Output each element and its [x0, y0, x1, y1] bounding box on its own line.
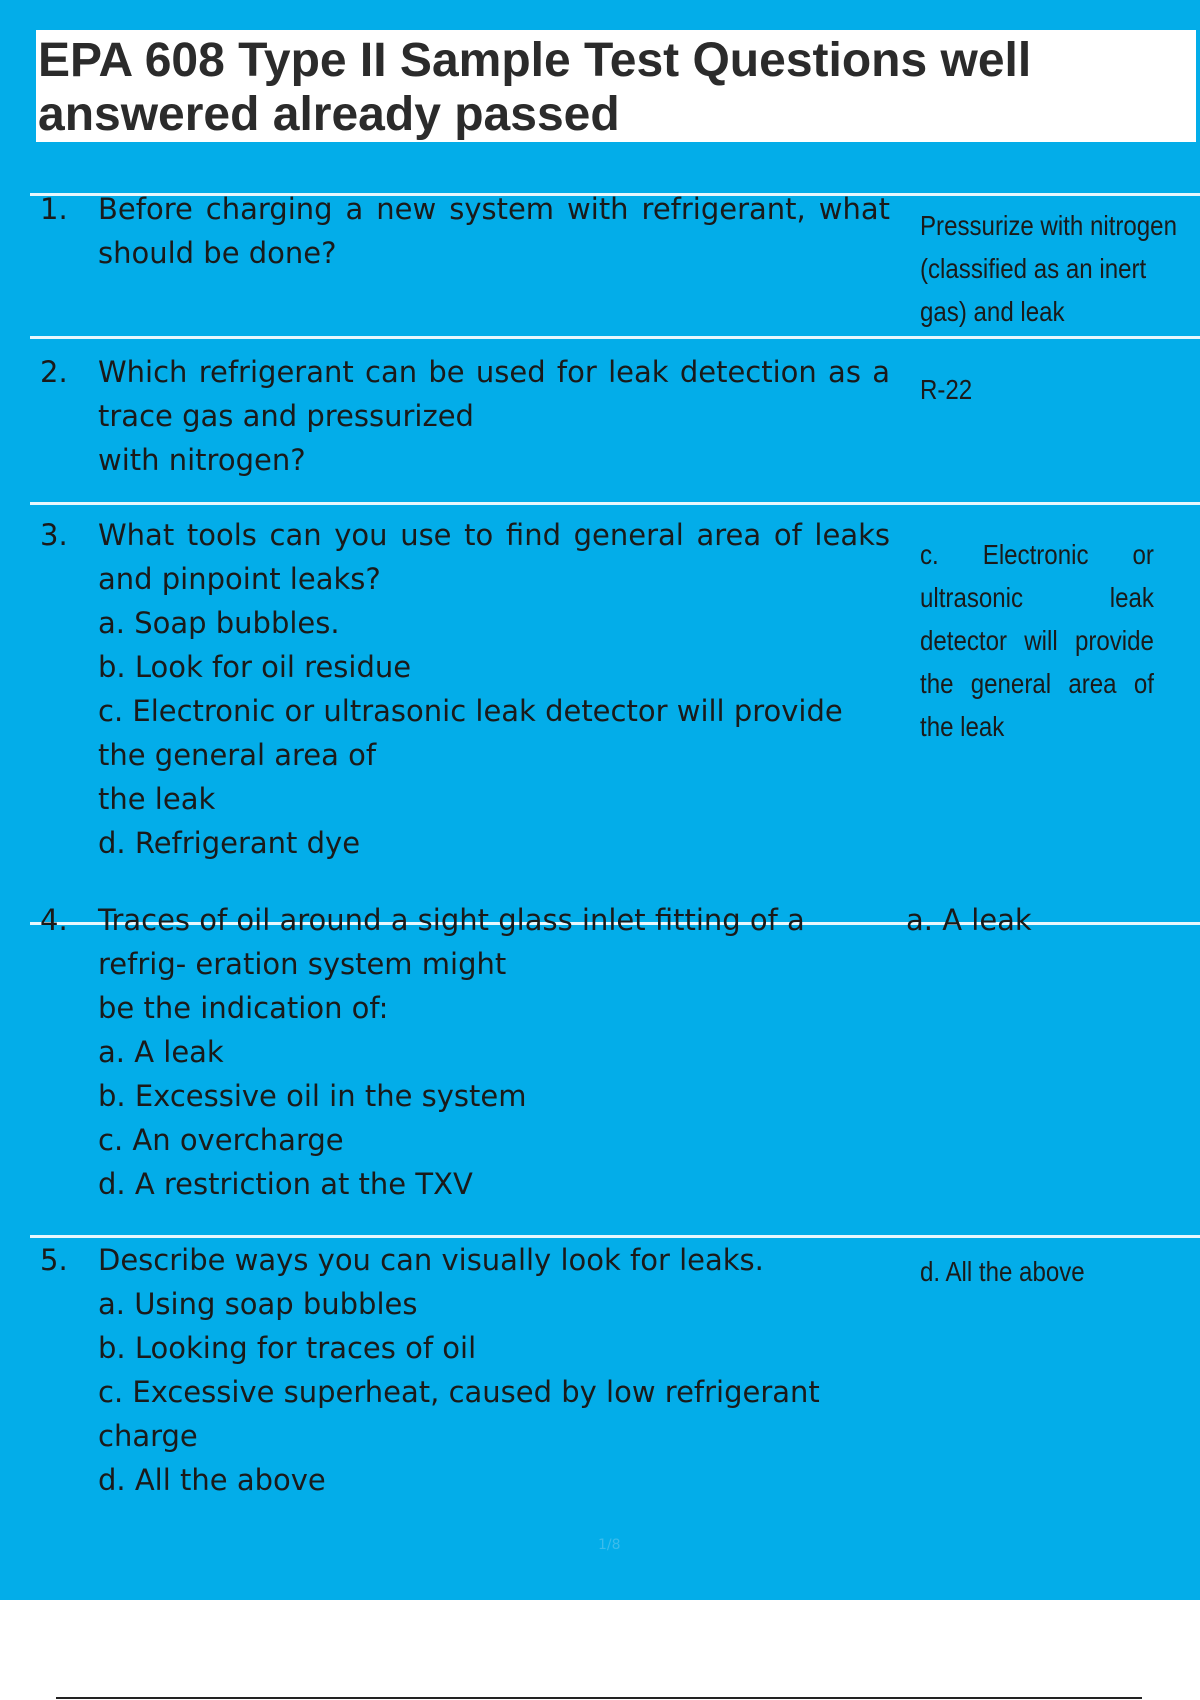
option-c: c. An overcharge: [98, 1123, 344, 1157]
option-d: d. Refrigerant dye: [98, 826, 361, 860]
question-text-continued: with nitrogen?: [98, 443, 306, 477]
option-b: b. Excessive oil in the system: [98, 1079, 527, 1113]
question-number: 1.: [40, 192, 68, 226]
question-text: Describe ways you can visually look for leaks.: [98, 1243, 764, 1277]
row-divider: [30, 336, 1200, 339]
answer-2: R-22: [920, 374, 973, 405]
option-d: d. All the above: [98, 1463, 326, 1497]
question-text: Which refrigerant can be used for leak detection as a trace gas and pressurized: [98, 355, 890, 433]
option-d: d. A restriction at the TXV: [98, 1167, 473, 1201]
question-number: 5.: [40, 1243, 68, 1277]
option-c-continued: the leak: [98, 782, 216, 816]
question-number: 3.: [40, 518, 68, 552]
option-a: a. A leak: [98, 1035, 224, 1069]
question-body: [98, 187, 890, 275]
question-body: [98, 1238, 890, 1502]
row-divider: [30, 502, 1200, 505]
answer-1: Pressurize with nitrogen (classified as an inert gas) and leak: [920, 210, 1177, 327]
question-body: [98, 513, 890, 865]
answer-4: a. A leak: [906, 903, 1032, 937]
option-c: c. Electronic or ultrasonic leak detector will provide the general area of: [98, 694, 843, 772]
answer-3: c. Electronic or ultrasonic leak detector will provide the general area of the leak: [920, 539, 1154, 742]
answer-5: d. All the above: [920, 1256, 1085, 1287]
question-number: 2.: [40, 355, 68, 389]
question-body: [98, 898, 890, 1206]
question-text-continued: be the indication of:: [98, 991, 389, 1025]
page-number: 1/8: [598, 1537, 621, 1553]
question-text: Before charging a new system with refrigerant, what should be done?: [98, 192, 890, 270]
page-title: EPA 608 Type II Sample Test Questions well answered already passed: [38, 34, 1032, 141]
question-text: What tools can you use to find general area of leaks and pinpoint leaks?: [98, 518, 890, 596]
footer-rule: [56, 1697, 1142, 1699]
question-text: Traces of oil around a sight glass inlet fitting of a refrig- eration system might: [98, 903, 805, 981]
option-b: b. Looking for traces of oil: [98, 1331, 477, 1365]
option-a: a. Soap bubbles.: [98, 606, 340, 640]
question-number: 4.: [40, 903, 68, 937]
option-c: c. Excessive superheat, caused by low refrigerant charge: [98, 1375, 820, 1453]
option-a: a. Using soap bubbles: [98, 1287, 418, 1321]
option-b: b. Look for oil residue: [98, 650, 412, 684]
title-box: [36, 30, 1196, 142]
question-body: [98, 350, 890, 482]
